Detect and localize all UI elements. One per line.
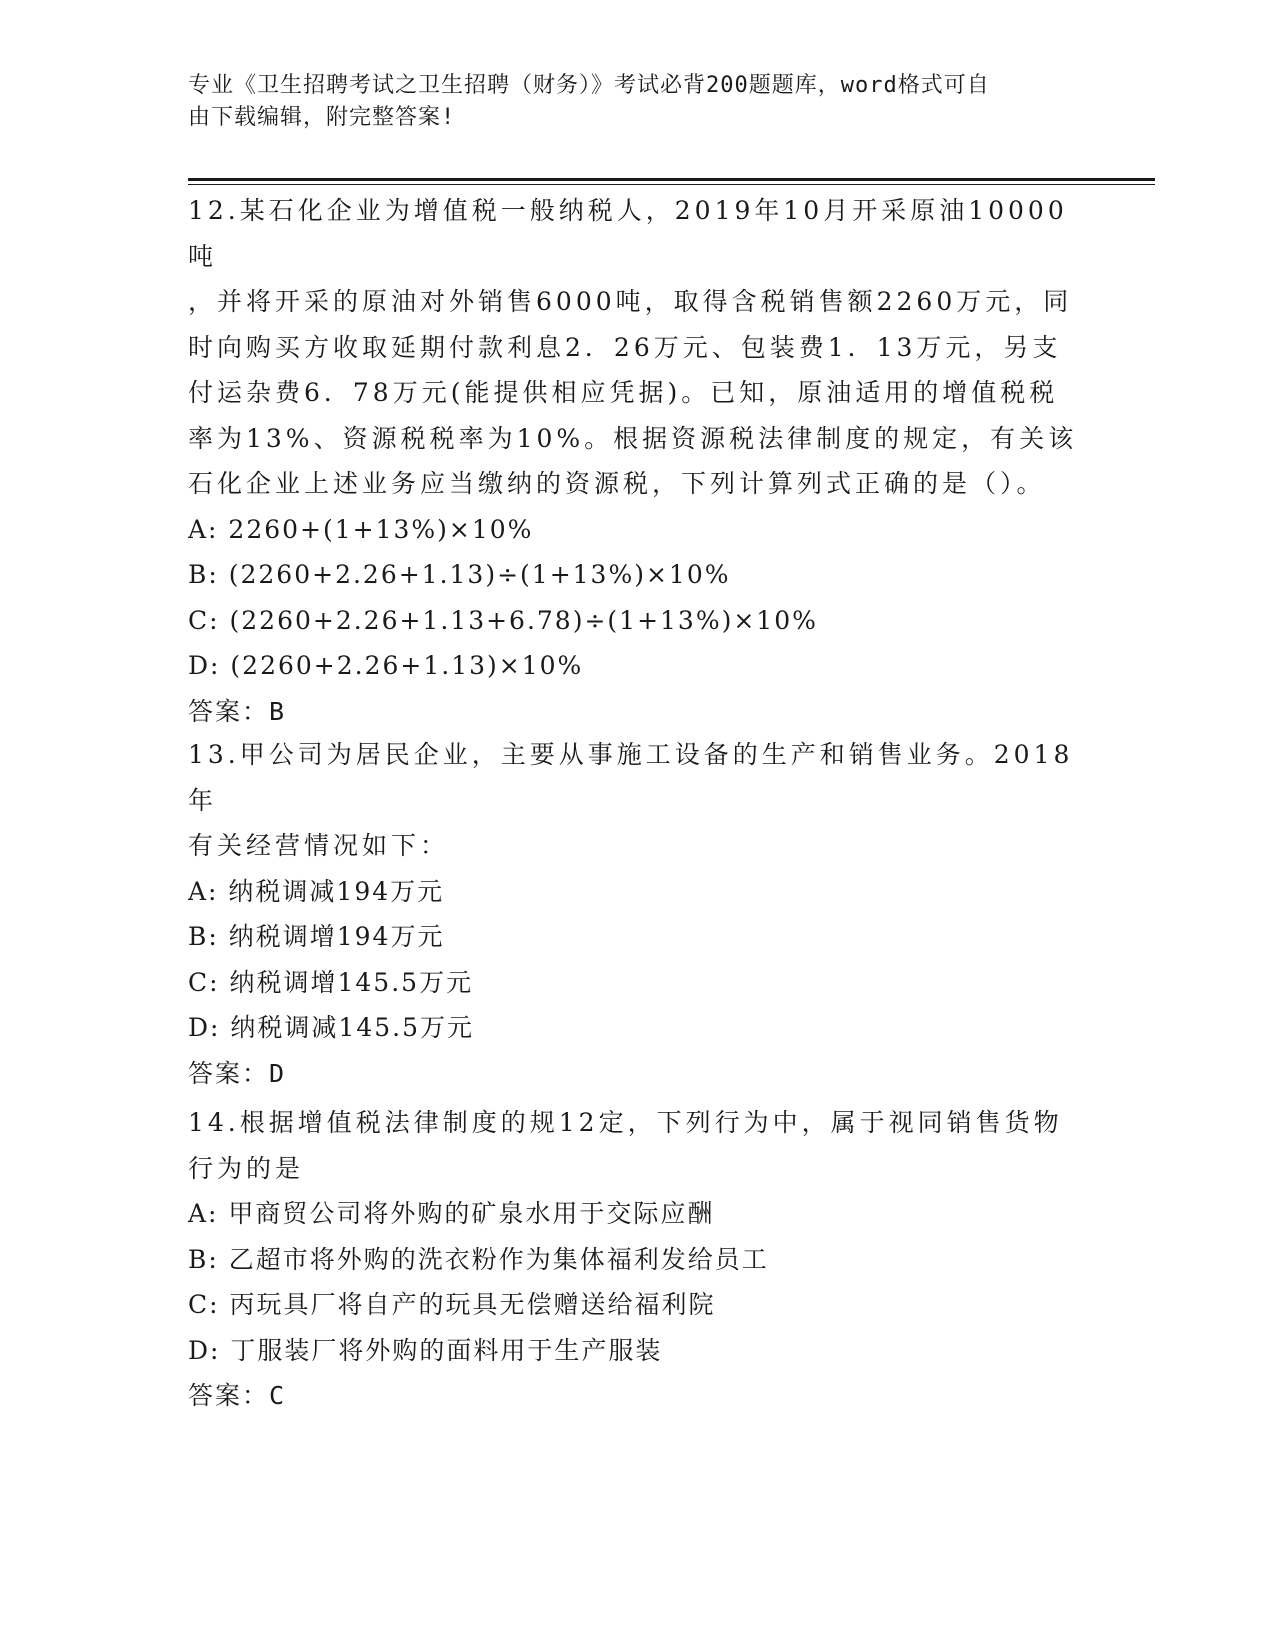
option-d: D: 丁服装厂将外购的面料用于生产服装 bbox=[188, 1335, 663, 1365]
question-line: 13.甲公司为居民企业，主要从事施工设备的生产和销售业务。2018年 bbox=[188, 740, 1074, 815]
question-14 bbox=[188, 1100, 1088, 1419]
question-line: 14.根据增值税法律制度的规12定，下列行为中，属于视同销售货物 bbox=[188, 1108, 1063, 1137]
answer: 答案：C bbox=[188, 1381, 287, 1410]
question-line: 行为的是 bbox=[188, 1153, 305, 1183]
option-b: B: 乙超市将外购的洗衣粉作为集体福利发给员工 bbox=[188, 1244, 769, 1274]
option-c: C: 丙玩具厂将自产的玩具无偿赠送给福利院 bbox=[188, 1290, 716, 1319]
question-line: 时向购买方收取延期付款利息2．26万元、包装费1．13万元，另支 bbox=[188, 332, 1062, 362]
question-12 bbox=[188, 188, 1088, 734]
option-a: A: 甲商贸公司将外购的矿泉水用于交际应酬 bbox=[188, 1199, 715, 1228]
option-b: B: 纳税调增194万元 bbox=[188, 922, 445, 951]
answer: 答案：B bbox=[188, 696, 287, 726]
question-line: 有关经营情况如下： bbox=[188, 831, 450, 860]
header-rule-thick bbox=[188, 178, 1155, 181]
question-line: 率为13%、资源税税率为10%。根据资源税法律制度的规定，有关该 bbox=[188, 423, 1078, 453]
option-c: C: 纳税调增145.5万元 bbox=[188, 967, 474, 997]
header-line-1: 专业《卫生招聘考试之卫生招聘（财务）》考试必背200题题库，word格式可自 bbox=[188, 73, 990, 98]
header-line-2: 由下载编辑，附完整答案! bbox=[188, 105, 456, 130]
answer: 答案：D bbox=[188, 1058, 287, 1088]
question-line: 付运杂费6．78万元(能提供相应凭据)。已知，原油适用的增值税税 bbox=[188, 378, 1059, 407]
option-d: D: 纳税调减145.5万元 bbox=[188, 1013, 474, 1042]
question-13 bbox=[188, 732, 1088, 1096]
question-line: 石化企业上述业务应当缴纳的资源税，下列计算列式正确的是（）。 bbox=[188, 469, 1046, 498]
option-d: D: (2260+2.26+1.13)×10% bbox=[188, 651, 584, 680]
option-a: A: 2260+(1+13%)×10% bbox=[188, 514, 534, 544]
option-a: A: 纳税调减194万元 bbox=[188, 876, 445, 906]
header-rule-thin bbox=[188, 184, 1155, 185]
document-header bbox=[188, 70, 1088, 134]
question-line: ，并将开采的原油对外销售6000吨，取得含税销售额2260万元，同 bbox=[188, 287, 1073, 316]
option-c: C: (2260+2.26+1.13+6.78)÷(1+13%)×10% bbox=[188, 605, 818, 635]
question-line: 12.某石化企业为增值税一般纳税人，2019年10月开采原油10000吨 bbox=[188, 196, 1068, 271]
option-b: B: (2260+2.26+1.13)÷(1+13%)×10% bbox=[188, 560, 731, 589]
